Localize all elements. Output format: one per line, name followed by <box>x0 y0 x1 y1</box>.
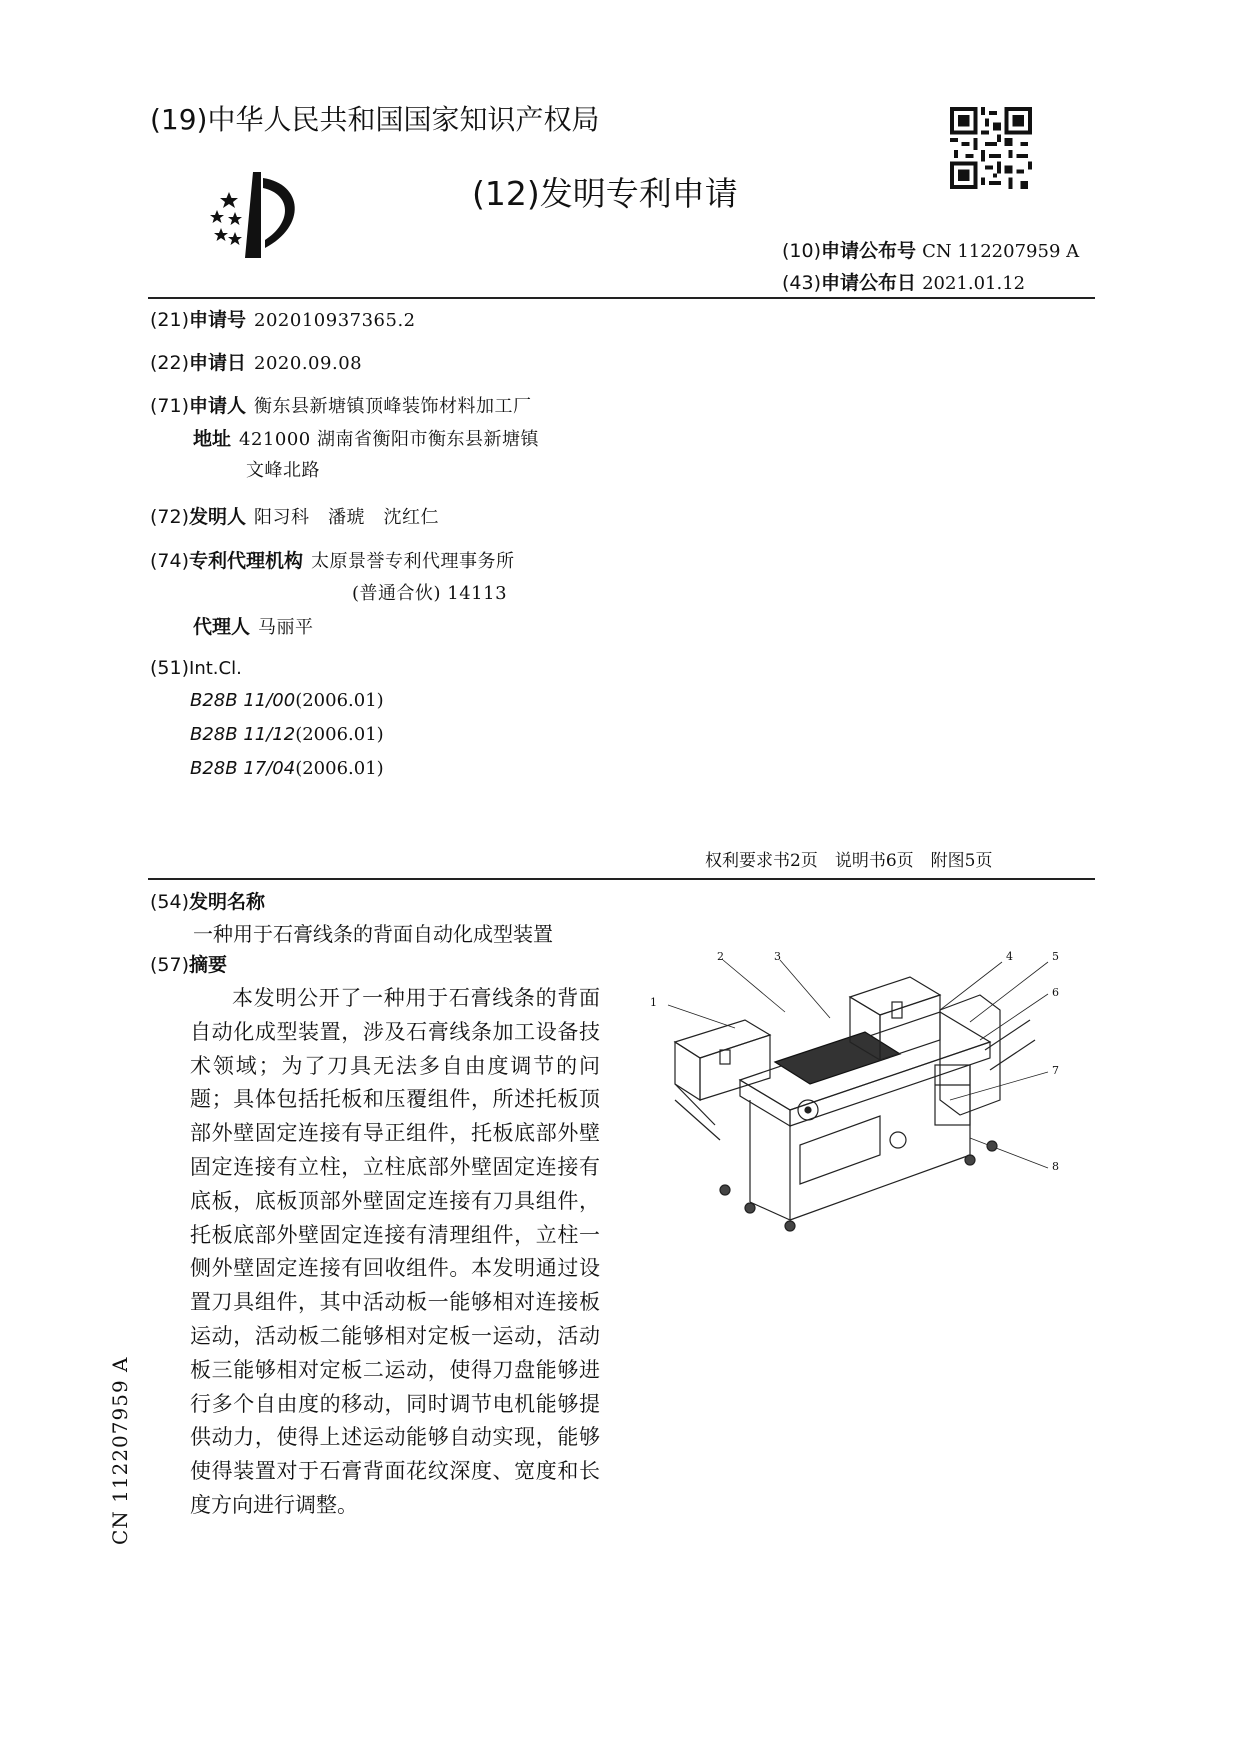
figure-label-6: 6 <box>1052 986 1059 999</box>
field-label: 申请日 <box>189 352 247 374</box>
field-code: (21) <box>150 309 190 331</box>
agency-name-2: (普通合伙) 14113 <box>352 583 508 604</box>
application-date: 2020.09.08 <box>254 353 363 374</box>
office-name: 中华人民共和国国家知识产权局 <box>207 103 600 136</box>
page-counts: 权利要求书2页 说明书6页 附图5页 <box>705 851 993 871</box>
cnipa-logo <box>205 170 315 260</box>
field-code: (74) <box>150 550 190 572</box>
pub-number-line <box>782 236 1079 263</box>
office-line <box>150 98 600 138</box>
ipc-item <box>190 690 384 711</box>
header-rule <box>148 297 1095 299</box>
agency-name: 太原景誉专利代理事务所 <box>311 551 515 572</box>
field-code: (22) <box>150 352 190 374</box>
ipc-class: B28B 11/12 <box>190 724 296 745</box>
qr-code <box>950 107 1032 189</box>
pub-no-value: CN 112207959 A <box>922 241 1080 262</box>
field-label: 申请人 <box>189 395 247 417</box>
inventor-row <box>150 502 439 529</box>
abstract-body <box>190 982 600 1523</box>
abstract-text: 本发明公开了一种用于石膏线条的背面自动化成型装置，涉及石膏线条加工设备技术领域；为了刀具无法多自由度调节的问题；具体包括托板和压覆组件，所述托板顶部外壁固定连接有导正组件，托板底部外壁固定连接有立柱，立柱底部外壁固定连接有底板，底板顶部外壁固定连接有刀具组件，托板底部外壁固定连接有清理组件，立柱一侧外壁固定连接有回收组件。本发明通过设置刀具组件，其中活动板一能够相对连接板运动，活动板二能够相对定板一运动，活动板三能够相对定板二运动，使得刀盘能够进行多个自由度的移动，同时调节电机能够提供动力，使得上述运动能够自动实现，能够使得装置对于石膏背面花纹深度、宽度和长度方向进行调整。 <box>190 986 600 1517</box>
field-label: 地址 <box>193 428 232 450</box>
ipc-version: (2006.01) <box>295 758 384 779</box>
ipc-label: Int.Cl. <box>189 658 242 679</box>
pub-date-line <box>782 268 1025 295</box>
figure-label-5: 5 <box>1052 950 1059 963</box>
field-label: 申请号 <box>189 309 247 331</box>
applicant-name: 衡东县新塘镇顶峰装饰材料加工厂 <box>254 396 532 417</box>
doc-type-code: (12) <box>472 174 540 213</box>
field-label: 专利代理机构 <box>189 550 304 572</box>
field-label: 代理人 <box>193 616 251 638</box>
address-line-2: 文峰北路 <box>246 460 320 481</box>
pub-no-label: 申请公布号 <box>821 240 917 262</box>
figure-label-2: 2 <box>717 950 724 963</box>
field-label: 摘要 <box>189 954 228 976</box>
ipc-class: B28B 11/00 <box>190 690 296 711</box>
abstract-figure <box>640 950 1090 1250</box>
ipc-item <box>190 758 384 779</box>
ipc-version: (2006.01) <box>295 690 384 711</box>
application-date-row <box>150 348 362 375</box>
address-row-2 <box>246 456 320 482</box>
agent-row <box>193 612 314 639</box>
field-label: 发明名称 <box>189 891 266 913</box>
office-code: (19) <box>150 103 208 136</box>
ipc-class: B28B 17/04 <box>190 758 296 779</box>
field-code: (71) <box>150 395 190 417</box>
field-code: (57) <box>150 954 190 976</box>
abstract-header <box>150 950 235 977</box>
figure-label-8: 8 <box>1052 1160 1059 1173</box>
agency-row <box>150 546 515 573</box>
address-row <box>193 424 539 451</box>
field-code: (51) <box>150 657 190 679</box>
invention-title-header <box>150 887 273 914</box>
ipc-item <box>190 724 384 745</box>
applicant-row <box>150 391 532 418</box>
doc-type-line <box>472 168 738 215</box>
inventor-names: 阳习科 潘琥 沈红仁 <box>254 507 440 528</box>
pub-no-code: (10) <box>782 240 822 262</box>
section-rule <box>148 878 1095 880</box>
ipc-row <box>150 657 242 679</box>
ipc-version: (2006.01) <box>295 724 384 745</box>
invention-title: 一种用于石膏线条的背面自动化成型装置 <box>193 922 553 946</box>
pub-date-value: 2021.01.12 <box>922 273 1026 294</box>
figure-label-7: 7 <box>1052 1064 1059 1077</box>
figure-label-3: 3 <box>774 950 781 963</box>
field-code: (54) <box>150 891 190 913</box>
application-number: 202010937365.2 <box>254 310 416 331</box>
application-number-row <box>150 305 416 332</box>
address-line-1: 421000 湖南省衡阳市衡东县新塘镇 <box>239 429 539 450</box>
figure-label-1: 1 <box>650 996 657 1009</box>
agent-name: 马丽平 <box>258 617 314 638</box>
pub-date-code: (43) <box>782 272 822 294</box>
figure-label-4: 4 <box>1006 950 1013 963</box>
field-code: (72) <box>150 506 190 528</box>
doc-type: 发明专利申请 <box>539 174 738 213</box>
agency-row-2 <box>352 579 507 605</box>
pub-date-label: 申请公布日 <box>821 272 917 294</box>
side-publication-number: CN 112207959 A <box>108 1356 132 1545</box>
field-label: 发明人 <box>189 506 247 528</box>
